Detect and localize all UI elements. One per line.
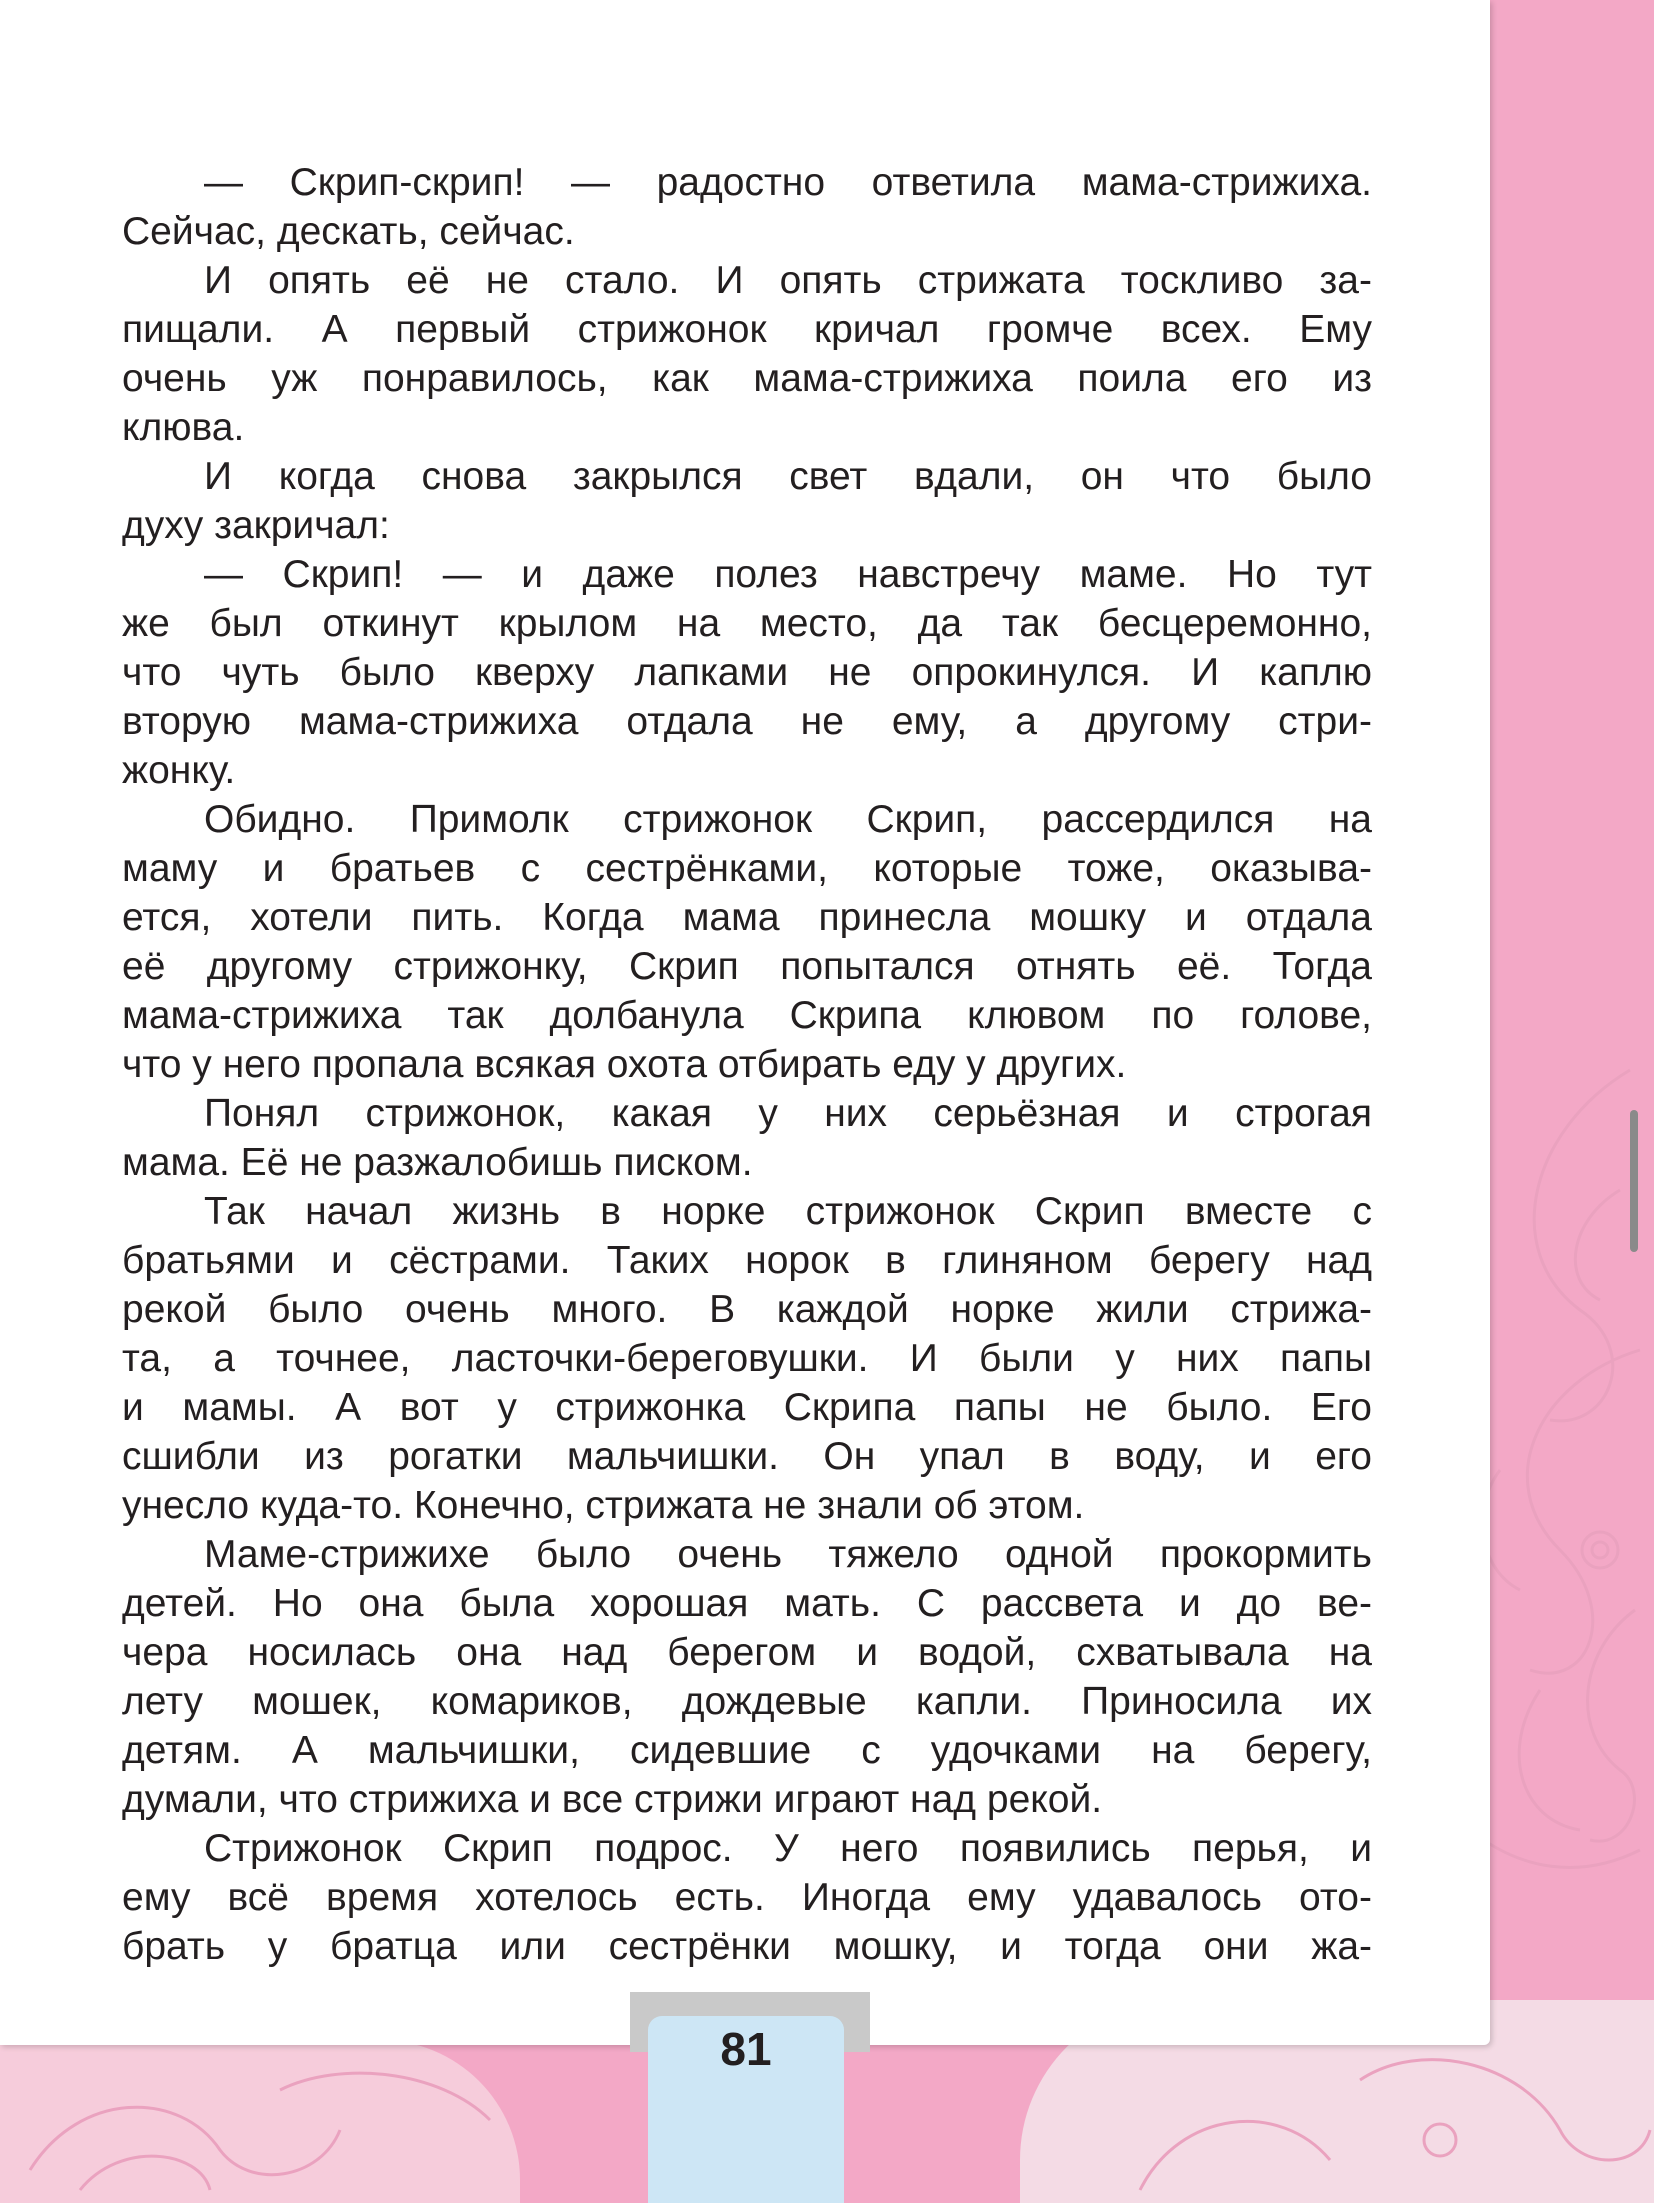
text-line: И опять её не стало. И опять стрижата тоскливо за- [204,259,1372,302]
text-line: унесло куда-то. Конечно, стрижата не знали об этом. [122,1484,1085,1527]
text-line: что у него пропала всякая охота отбирать еду у других. [122,1043,1127,1086]
text-line: маму и братьев с сестрёнками, которые тоже, оказыва- [122,847,1372,890]
text-line: что чуть было кверху лапками не опрокинулся. И каплю [122,651,1372,694]
text-line: думали, что стрижиха и все стрижи играют над рекой. [122,1778,1103,1821]
text-line: вторую мама-стрижиха отдала не ему, а другому стри- [122,700,1372,743]
text-line: духу закричал: [122,504,390,547]
text-line: чера носилась она над берегом и водой, схватывала на [122,1631,1372,1674]
text-line: её другому стрижонку, Скрип попытался отнять её. Тогда [122,945,1372,988]
text-line: Сейчас, дескать, сейчас. [122,210,575,253]
text-line: и мамы. А вот у стрижонка Скрипа папы не было. Его [122,1386,1372,1429]
scrollbar-thumb[interactable] [1630,1110,1638,1252]
text-line: Стрижонок Скрип подрос. У него появились перья, и [204,1827,1372,1870]
text-line: же был откинут крылом на место, да так бесцеремонно, [122,602,1372,645]
text-line: детям. А мальчишки, сидевшие с удочками на берегу, [122,1729,1372,1772]
page-number: 81 [720,2023,772,2075]
text-line: брать у братца или сестрёнки мошку, и тогда они жа- [122,1925,1372,1968]
text-line: братьями и сёстрами. Таких норок в глиняном берегу над [122,1239,1372,1282]
text-line: Понял стрижонок, какая у них серьёзная и строгая [204,1092,1372,1135]
text-line: детей. Но она была хорошая мать. С рассвета и до ве- [122,1582,1372,1625]
text-line: ется, хотели пить. Когда мама принесла мошку и отдала [122,896,1372,939]
text-line: рекой было очень много. В каждой норке жили стрижа- [122,1288,1372,1331]
text-line: Обидно. Примолк стрижонок Скрип, рассердился на [204,798,1372,841]
text-line: И когда снова закрылся свет вдали, он что было [204,455,1372,498]
text-line: пищали. А первый стрижонок кричал громче всех. Ему [122,308,1372,351]
text-line: очень уж понравилось, как мама-стрижиха поила его из [122,357,1372,400]
text-line: — Скрип! — и даже полез навстречу маме. Но тут [204,553,1372,596]
text-line: клюва. [122,406,245,449]
text-line: Так начал жизнь в норке стрижонок Скрип вместе с [204,1190,1372,1233]
bottom-left-ornament [20,2050,580,2200]
text-line: ему всё время хотелось есть. Иногда ему удавалось ото- [122,1876,1372,1919]
text-line: сшибли из рогатки мальчишки. Он упал в воду, и его [122,1435,1372,1478]
bottom-right-ornament [1060,2020,1654,2203]
text-line: мама. Её не разжалобишь писком. [122,1141,753,1184]
page-text [122,158,1372,1971]
text-line: мама-стрижиха так долбанула Скрипа клювом по голове, [122,994,1372,1037]
text-line: Маме-стрижихе было очень тяжело одной прокормить [204,1533,1372,1576]
text-line: та, а точнее, ласточки-береговушки. И были у них папы [122,1337,1372,1380]
text-line: — Скрип-скрип! — радостно ответила мама-стрижиха. [204,161,1372,204]
text-line: жонку. [122,749,236,792]
text-line: лету мошек, комариков, дождевые капли. Приносила их [122,1680,1372,1723]
